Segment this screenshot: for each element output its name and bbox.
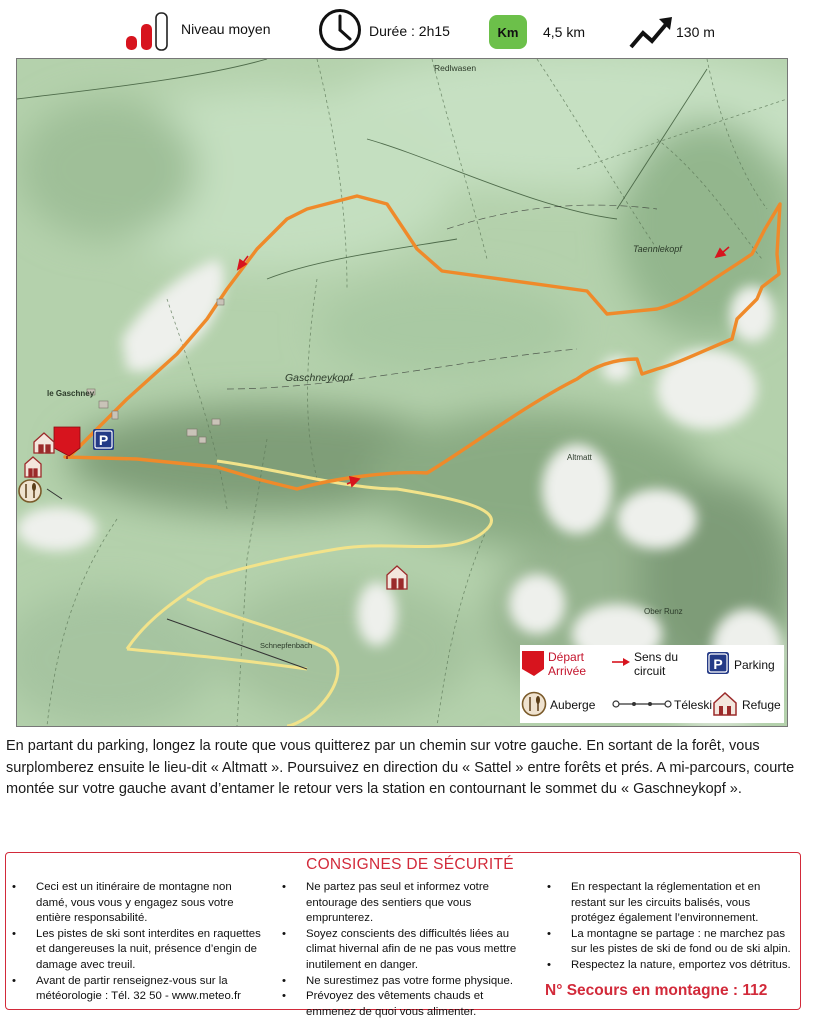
safety-column-2 [280,880,530,1020]
safety-item: • Ceci est un itinéraire de montagne non damé, vous vous y engagez sous votre entière responsabilité. [10,880,262,927]
route-description: En partant du parking, longez la route que vous quitterez par un chemin sur votre gauche. En sortant de la forêt, vous surplomberez ensuite le lieu-dit « Altmatt ». Poursuivez en direction du « Sattel » entre forêts et prés. A mi-parcours, courte montée sur votre gauche avant d’entamer le retour vers la station en contournant le sommet du « Gaschneykopf ». [6,738,795,797]
place-label-taennlekopf: Taennlekopf [633,244,682,254]
place-label-schnepfenbach: Schnepfenbach [260,641,313,650]
safety-item: • Soyez conscients des difficultés liées au climat hivernal afin de ne pas vous mettre inutilement en danger. [280,927,530,974]
svg-text:P: P [98,432,109,448]
map-legend [520,645,784,723]
safety-column-1 [10,880,262,1005]
svg-text:P: P [713,656,723,672]
level-label: Niveau moyen [181,21,271,37]
trail-map [16,58,788,727]
emergency-number: N° Secours en montagne : 112 [545,982,768,999]
legend-sens-line1: Sens du [634,650,679,664]
safety-item: • La montagne se partage : ne marchez pas sur les pistes de ski de fond ou de ski alpin. [545,927,797,958]
safety-item: • Respectez la nature, emportez vos détritus. [545,958,797,974]
safety-item: • Ne partez pas seul et informez votre entourage des sentiers que vous emprunterez. [280,880,530,927]
safety-title: CONSIGNES DE SÉCURITÉ [306,856,514,873]
legend-arrivee: Arrivée [548,664,587,678]
safety-column-3 [545,880,797,974]
auberge-marker [19,480,41,502]
place-label-altmatt: Altmatt [567,453,592,462]
teleski-icon [612,698,672,710]
clock-icon [318,8,362,52]
safety-item: • Ne surestimez pas votre forme physique. [280,974,530,990]
refuge-icon [712,691,738,717]
safety-item: • Prévoyez des vêtements chauds et emmenez de quoi vous alimenter. [280,989,530,1020]
elevation-gain-icon [628,14,674,50]
legend-parking: Parking [734,658,775,672]
safety-item: • En respectant la réglementation et en restant sur les circuits balisés, vous protégez également l’environnement. [545,880,797,927]
distance-label: 4,5 km [543,24,586,40]
parking-marker [93,429,114,450]
auberge-icon [521,691,547,717]
distance-km-badge: Km [489,15,527,49]
legend-auberge: Auberge [550,698,596,712]
place-label-gaschneykopf: Gaschneykopf [285,372,353,384]
legend-sens-line2: circuit [634,664,666,678]
place-label-ober-runz: Ober Runz [644,607,683,616]
direction-arrow-icon [610,657,632,667]
legend-refuge: Refuge [742,698,781,712]
safety-item: • Les pistes de ski sont interdites en raquettes et dangereuses la nuit, présence d’engin de damage avec treuil. [10,927,262,974]
safety-item: • Avant de partir renseignez-vous sur la météorologie : Tél. 32 50 - www.meteo.fr [10,974,262,1005]
place-label-le-gaschney: le Gaschney [47,389,95,398]
elevation-label: 130 m [676,24,715,40]
legend-depart: Départ [548,650,585,664]
parking-icon [706,651,730,675]
difficulty-icon [124,12,170,52]
place-label-redlwasen: Redlwasen [434,63,477,73]
depart-arrivee-icon [520,649,546,679]
legend-teleski: Téleski [674,698,713,712]
duration-label: Durée : 2h15 [369,23,450,39]
